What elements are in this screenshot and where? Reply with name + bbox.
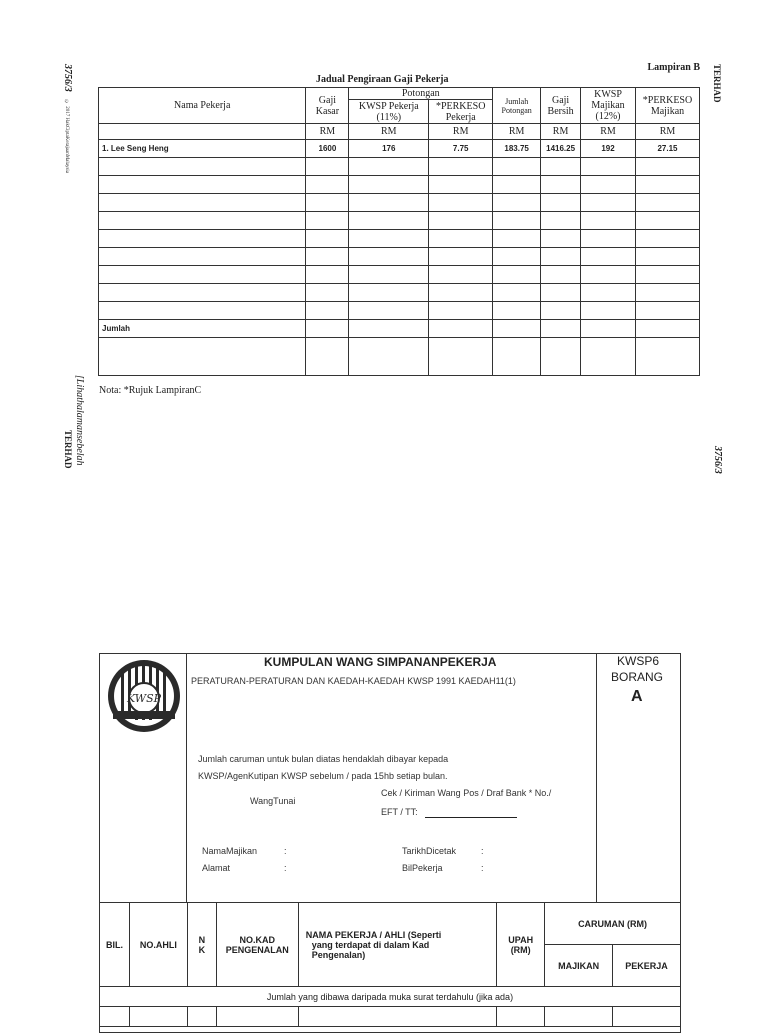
carried-forward-row: Jumlah yang dibawa daripada muka surat terdahulu (jika ada)	[100, 987, 681, 1007]
header-perkeso-majikan: *PERKESO Majikan	[635, 88, 699, 124]
divider	[596, 653, 597, 902]
header-kwsp-pekerja: KWSP Pekerja (11%)	[349, 100, 429, 124]
unit-cell: RM	[429, 124, 493, 140]
table-row	[99, 140, 700, 158]
side-code-left-text: 3756/3	[62, 64, 73, 92]
nama-majikan-label: NamaMajikan	[202, 846, 258, 856]
divider	[186, 653, 187, 902]
bil-pekerja-label: BilPekerja	[402, 863, 443, 873]
see-next-page-text: [Lihathalamansebelah	[74, 375, 85, 466]
gaji-bersih-value: 1416.25	[541, 140, 581, 158]
unit-cell: RM	[581, 124, 636, 140]
logo-text: KWSP	[126, 692, 162, 705]
instruction-line-2: KWSP/AgenKutipan KWSP sebelum / pada 15hb setiap bulan.	[198, 771, 448, 781]
colon: :	[284, 846, 287, 856]
col-nk-n: N	[198, 934, 206, 945]
table-title: Jadual Pengiraan Gaji Pekerja	[316, 74, 449, 85]
table-row	[99, 302, 700, 320]
form-code: KWSP6	[617, 654, 660, 668]
col-nk	[187, 903, 216, 987]
lampiran-label: Lampiran B	[647, 62, 700, 73]
col-nk-k: K	[198, 944, 206, 955]
table-row	[99, 212, 700, 230]
colon: :	[481, 863, 484, 873]
salary-table	[98, 87, 700, 376]
total-row	[99, 320, 700, 338]
col-bil: BIL.	[100, 903, 130, 987]
col-no-ahli: NO.AHLI	[129, 903, 187, 987]
cek-label-2: EFT / TT:	[381, 807, 418, 817]
header-potongan: Potongan	[349, 88, 493, 100]
unit-cell: RM	[306, 124, 349, 140]
form-letter: A	[631, 688, 643, 705]
restricted-label-left: TERHAD	[63, 430, 73, 469]
table-row	[99, 248, 700, 266]
kwsp-logo-icon	[107, 659, 181, 733]
table-row	[99, 176, 700, 194]
alamat-label: Alamat	[202, 863, 231, 873]
col-upah	[497, 903, 545, 987]
col-nama	[298, 903, 497, 987]
note-text: Nota: *Rujuk LampiranC	[99, 385, 202, 396]
col-no-kad-line2: PENGENALAN	[225, 944, 289, 955]
col-upah-line1: UPAH	[508, 934, 534, 945]
form-subtitle: PERATURAN-PERATURAN DAN KAEDAH-KAEDAH KWSP 1991 KAEDAH11(1)	[191, 676, 516, 686]
contribution-table	[99, 902, 681, 1027]
employee-name: 1. Lee Seng Heng	[99, 140, 306, 158]
table-row	[99, 194, 700, 212]
header-gaji-kasar: Gaji Kasar	[306, 88, 349, 124]
side-code-right: 3756/3	[712, 446, 723, 474]
table-row	[99, 338, 700, 376]
colon: :	[284, 863, 287, 873]
col-no-kad	[216, 903, 298, 987]
perkeso-pekerja-value: 7.75	[429, 140, 493, 158]
table-row	[99, 284, 700, 302]
jumlah-potongan-value: 183.75	[493, 140, 541, 158]
unit-row	[99, 124, 700, 140]
eft-input-line[interactable]	[425, 817, 517, 818]
col-nama-line2: yang terdapat di dalam Kad	[311, 939, 430, 950]
col-nama-line3: Pengenalan)	[311, 949, 366, 960]
jumlah-label: Jumlah	[99, 320, 306, 338]
col-no-kad-line1: NO.KAD	[239, 934, 275, 945]
col-pekerja: PEKERJA	[613, 945, 681, 987]
kwsp-majikan-value: 192	[581, 140, 636, 158]
copyright-text: © 2017 HakCiptaKerajaanMalaysia	[64, 100, 69, 174]
table-row	[99, 158, 700, 176]
col-majikan: MAJIKAN	[545, 945, 613, 987]
colon: :	[481, 846, 484, 856]
header-perkeso-pekerja: *PERKESO Pekerja	[429, 100, 493, 124]
restricted-label-right: TERHAD	[712, 64, 722, 103]
col-caruman: CARUMAN (RM)	[545, 903, 681, 945]
header-nama: Nama Pekerja	[99, 88, 306, 124]
unit-cell: RM	[635, 124, 699, 140]
table-row	[99, 266, 700, 284]
gaji-kasar-value: 1600	[306, 140, 349, 158]
kwsp-logo	[107, 659, 181, 733]
form-title: KUMPULAN WANG SIMPANANPEKERJA	[264, 655, 497, 669]
side-code-left	[62, 64, 73, 92]
instruction-line-1: Jumlah caruman untuk bulan diatas hendaklah dibayar kepada	[198, 754, 449, 764]
col-upah-line2: (RM)	[510, 944, 531, 955]
perkeso-majikan-value: 27.15	[635, 140, 699, 158]
table-row	[99, 230, 700, 248]
kwsp-pekerja-value: 176	[349, 140, 429, 158]
header-kwsp-majikan: KWSP Majikan (12%)	[581, 88, 636, 124]
cek-label-1: Cek / Kiriman Wang Pos / Draf Bank * No./	[381, 788, 552, 798]
header-jumlah-potongan: Jumlah Potongan	[493, 88, 541, 124]
tarikh-dicetak-label: TarikhDicetak	[402, 846, 457, 856]
wang-tunai-label: WangTunai	[250, 796, 296, 806]
col-nama-line1: NAMA PEKERJA / AHLI (Seperti	[305, 929, 442, 940]
unit-cell: RM	[493, 124, 541, 140]
header-gaji-bersih: Gaji Bersih	[541, 88, 581, 124]
unit-cell: RM	[541, 124, 581, 140]
form-borang: BORANG	[611, 670, 664, 684]
unit-cell: RM	[349, 124, 429, 140]
